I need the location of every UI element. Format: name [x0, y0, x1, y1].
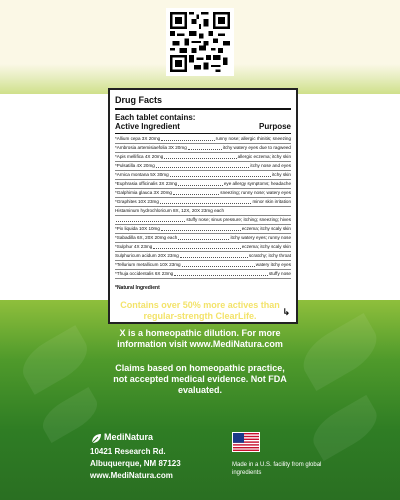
purpose-cell: watery itchy eyes — [255, 262, 291, 267]
table-row — [115, 144, 291, 153]
each-tablet-label: Each tablet contains: — [115, 113, 196, 122]
facts-header-row — [115, 122, 291, 134]
brand-name: MediNatura — [104, 432, 154, 442]
purpose-header: Purpose — [258, 122, 291, 131]
qr-code-icon — [166, 8, 234, 76]
purpose-cell: itchy skin — [272, 172, 291, 177]
purpose-cell: itchy watery eyes; runny nose — [230, 235, 291, 240]
table-row — [115, 135, 291, 144]
natural-ingredient-note: *Natural Ingredient — [115, 285, 160, 291]
ingredient-cell: Histaminum hydrochloricum 8X, 12X, 20X 23mg each — [115, 208, 225, 213]
ingredient-cell: *Allium cepa 3X 20mg — [115, 136, 161, 141]
address-line-1: 10421 Research Rd. — [90, 447, 166, 456]
company-address — [90, 446, 181, 482]
table-row — [115, 225, 291, 234]
table-row — [115, 189, 291, 198]
address-line-2: Albuquerque, NM 87123 — [90, 459, 181, 468]
ingredient-cell: *Ambrosia artemisiaefolia 3X 20mg — [115, 145, 187, 150]
ingredient-cell: *Sabadilla 6X, 20X 20mg each — [115, 235, 178, 240]
leaf-decoration — [306, 395, 385, 461]
ingredient-cell: *Apis mellifica 4X 20mg — [115, 154, 164, 159]
continue-arrow-icon: ↳ — [282, 307, 290, 317]
purpose-cell: stuffy nose; sinus pressure; itching; sneezing; hives — [186, 217, 291, 222]
table-row — [115, 261, 291, 270]
fda-disclaimer: Claims based on homeopathic practice, not accepted medical evidence. Not FDA evaluated. — [113, 363, 287, 395]
homeopathic-note: X is a homeopathic dilution. For more information visit www.MediNatura.com — [117, 328, 283, 349]
ingredient-cell: *Graphites 10X 23mg — [115, 199, 159, 204]
purpose-cell: stuffy nose — [268, 271, 291, 276]
ingredient-cell: *Galphimia glauca 3X 20mg — [115, 190, 172, 195]
table-row — [115, 207, 291, 216]
ingredient-rows — [115, 135, 291, 279]
ingredient-cell: *Thuja occidentalis 6X 23mg — [115, 271, 174, 276]
purpose-cell: itchy nose and eyes — [250, 163, 291, 168]
table-row — [115, 153, 291, 162]
ingredient-cell: *Pulsatilla 4X 20mg — [115, 163, 155, 168]
active-ingredient-header: Active Ingredient — [115, 122, 180, 131]
table-row — [115, 162, 291, 171]
strength-claim: Contains over 50% more actives than regular-strength ClearLife. — [120, 300, 280, 321]
purpose-cell: scratchy; itchy throat — [248, 253, 291, 258]
made-in-note: Made in a U.S. facility from global ingredients — [232, 462, 322, 476]
table-row — [115, 252, 291, 261]
table-row — [115, 171, 291, 180]
medinatura-logo-icon — [90, 432, 102, 444]
ingredient-cell: *Sulphur 4X 23mg — [115, 244, 153, 249]
purpose-cell: eye allergy symptoms; headache — [223, 181, 291, 186]
purpose-cell: allergic eczema; itchy skin — [237, 154, 291, 159]
purpose-cell: minor skin irritation — [252, 199, 291, 204]
table-row — [115, 180, 291, 189]
purpose-cell: sneezing; runny nose; watery eyes — [220, 190, 291, 195]
company-website: www.MediNatura.com — [90, 471, 173, 480]
drug-facts-title: Drug Facts — [115, 95, 291, 110]
table-row — [115, 234, 291, 243]
leaf-decoration — [294, 313, 385, 391]
table-row — [115, 243, 291, 252]
leaf-decoration — [15, 325, 96, 395]
ingredient-cell: *Arnica montana 5X 30mg — [115, 172, 169, 177]
ingredient-cell: *Euphrasia officinalis 3X 23mg — [115, 181, 178, 186]
purpose-cell: eczema; itchy scaly skin — [241, 226, 291, 231]
purpose-cell: runny nose; allergic rhinitis; sneezing — [215, 136, 291, 141]
drug-facts-panel — [108, 88, 298, 324]
purpose-cell: eczema; itchy scaly skin — [241, 244, 291, 249]
ingredient-cell: *Tellurium metallicum 10X 23mg — [115, 262, 181, 267]
us-flag-icon — [232, 432, 260, 452]
table-row — [115, 270, 291, 279]
table-row — [115, 198, 291, 207]
purpose-cell: itchy watery eyes due to ragweed — [222, 145, 291, 150]
ingredient-cell: *Pix liquida 10X 10mg — [115, 226, 160, 231]
table-row — [115, 216, 291, 225]
ingredient-cell: Sulphuricum acidum 20X 23mg — [115, 253, 179, 258]
